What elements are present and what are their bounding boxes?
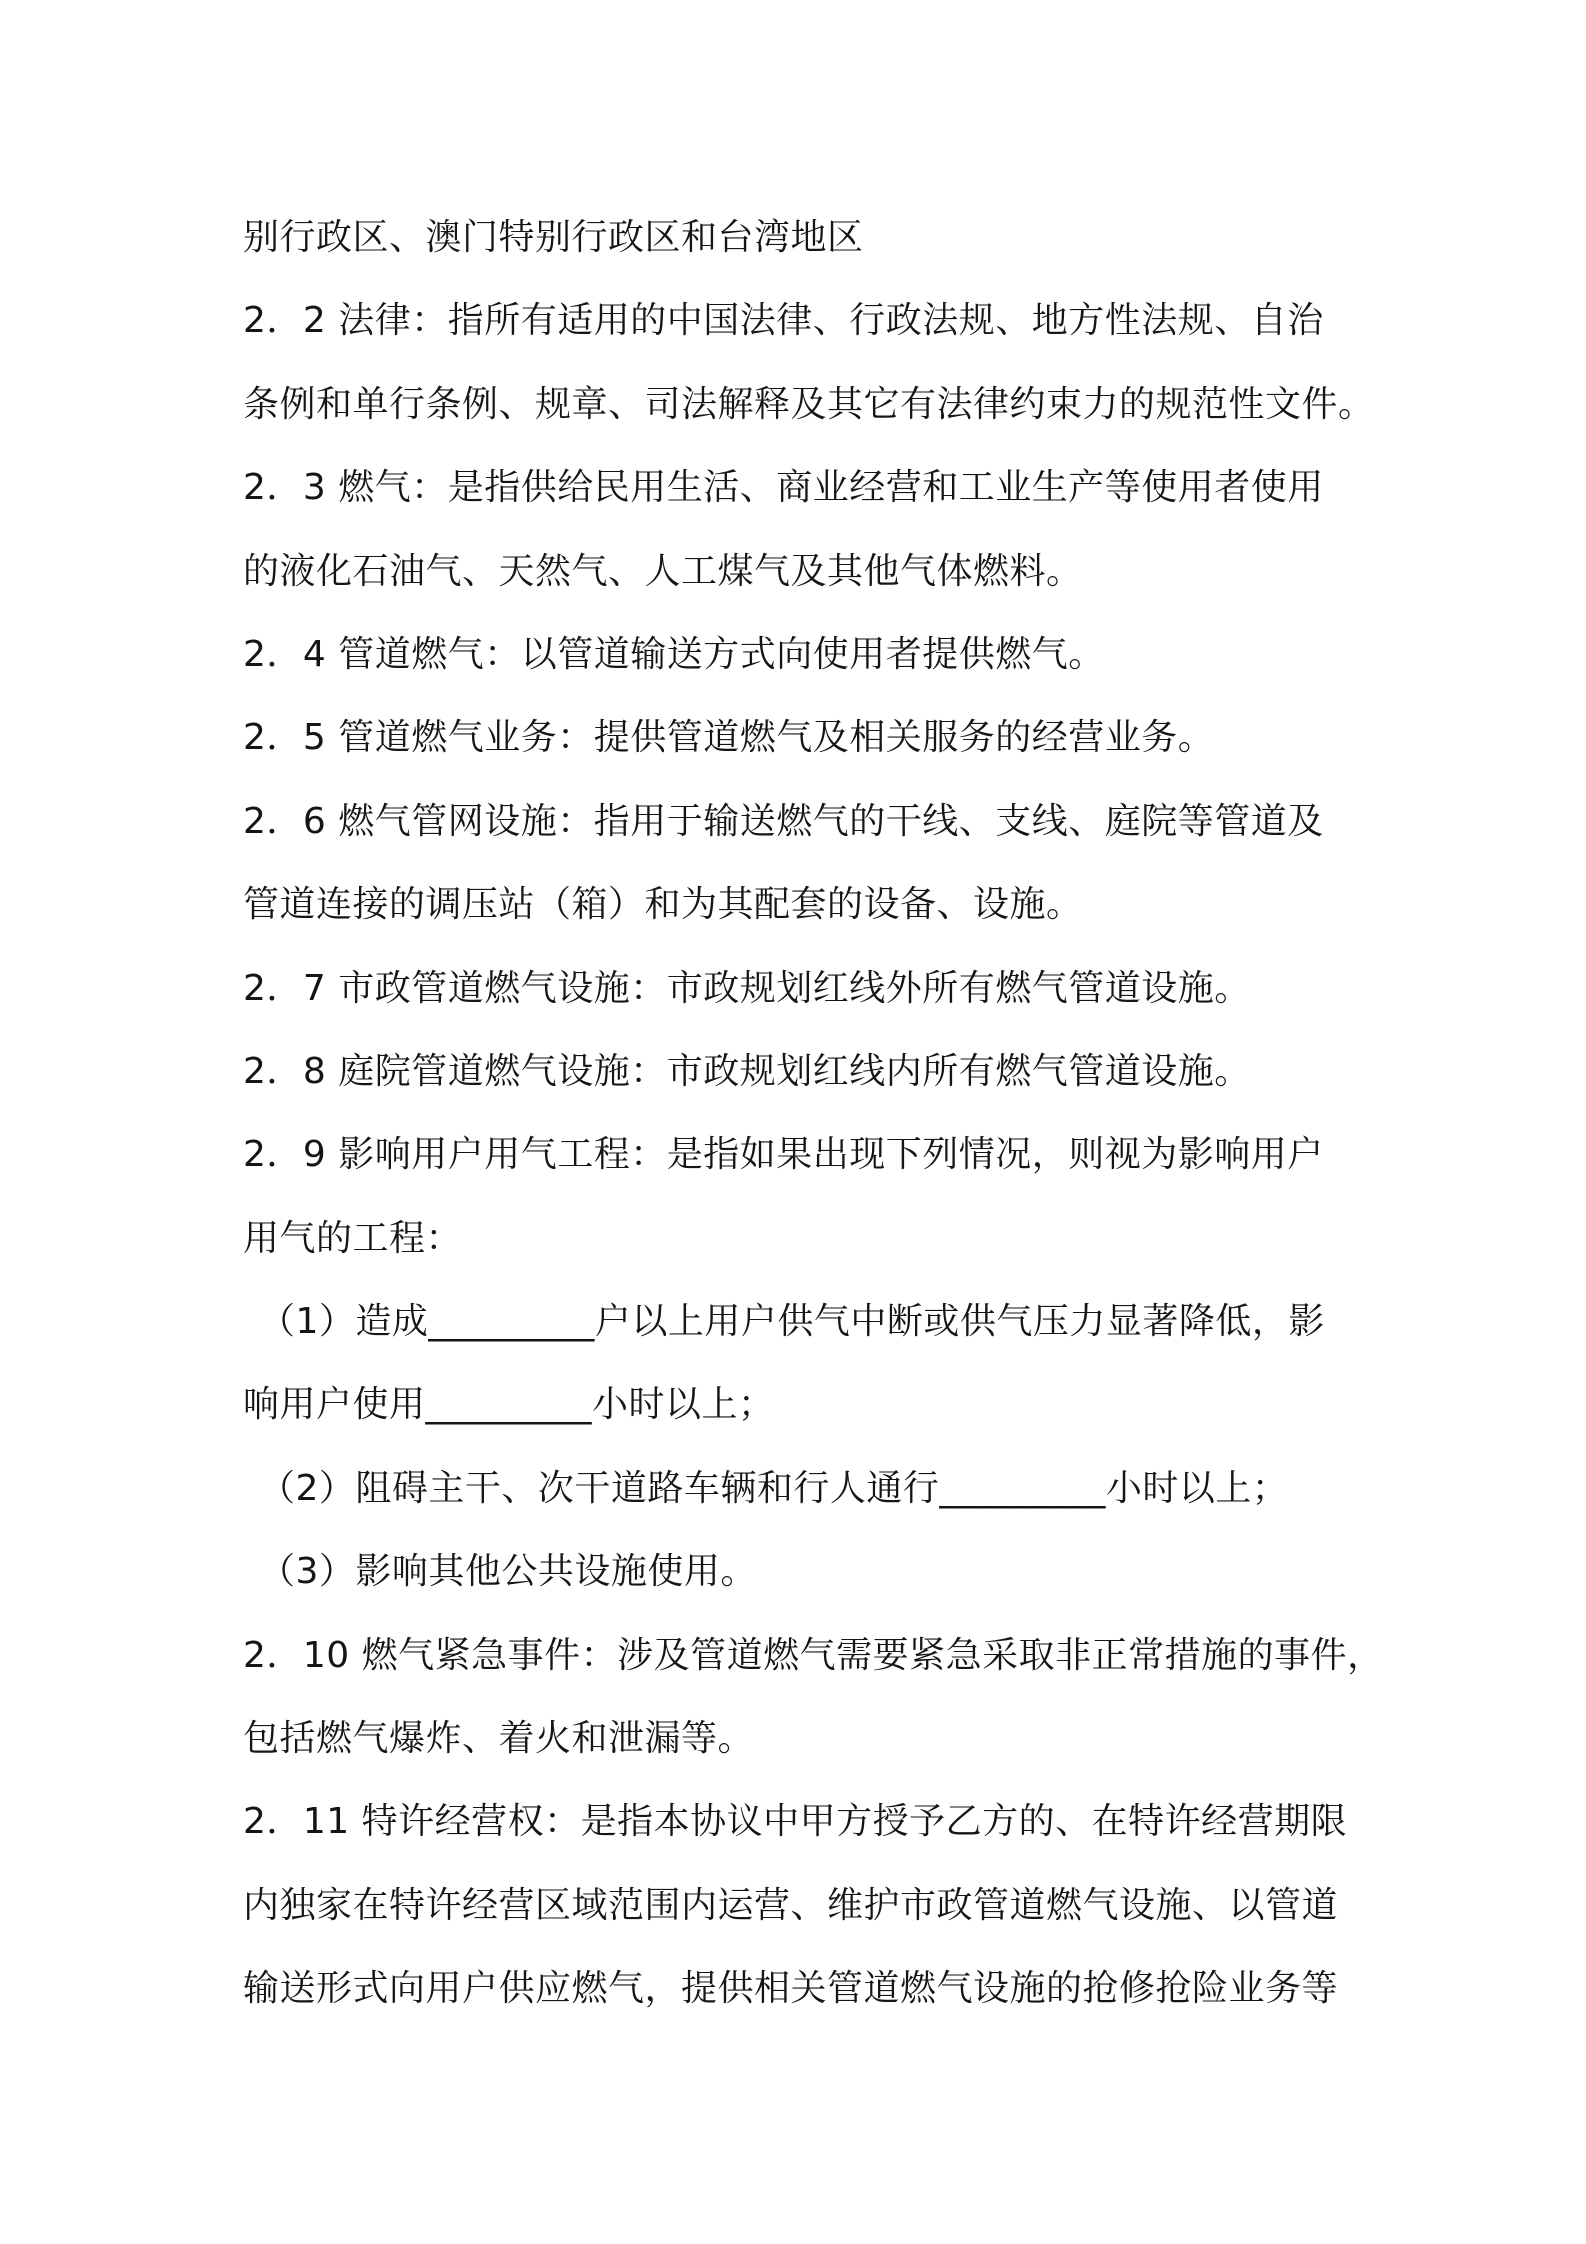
text-line: 的液化石油气、天然气、人工煤气及其他气体燃料。 [243, 550, 1083, 592]
text-line: （1）造成_________户以上用户供气中断或供气压力显著降低，影 [259, 1301, 1325, 1343]
text-line: 条例和单行条例、规章、司法解释及其它有法律约束力的规范性文件。 [243, 383, 1375, 425]
text-line: 2．3 燃气：是指供给民用生活、商业经营和工业生产等使用者使用 [243, 467, 1324, 509]
text-line: 2．8 庭院管道燃气设施：市政规划红线内所有燃气管道设施。 [243, 1050, 1251, 1092]
text-line: 2．7 市政管道燃气设施：市政规划红线外所有燃气管道设施。 [243, 967, 1251, 1009]
text-line: 2．5 管道燃气业务：提供管道燃气及相关服务的经营业务。 [243, 717, 1215, 759]
text-line: 别行政区、澳门特别行政区和台湾地区 [243, 217, 864, 258]
text-line: 响用户使用_________小时以上； [243, 1384, 775, 1426]
text-line: 管道连接的调压站（箱）和为其配套的设备、设施。 [243, 884, 1083, 926]
text-line: 用气的工程： [243, 1217, 463, 1259]
text-line: 2．4 管道燃气：以管道输送方式向使用者提供燃气。 [243, 633, 1105, 675]
text-line: （2）阻碍主干、次干道路车辆和行人通行_________小时以上； [259, 1467, 1289, 1509]
text-line: 内独家在特许经营区域范围内运营、维护市政管道燃气设施、以管道 [243, 1884, 1339, 1926]
text-line: 输送形式向用户供应燃气，提供相关管道燃气设施的抢修抢险业务等 [243, 1968, 1339, 2010]
text-line: 包括燃气爆炸、着火和泄漏等。 [243, 1718, 755, 1760]
text-line: 2．6 燃气管网设施：指用于输送燃气的干线、支线、庭院等管道及 [243, 800, 1324, 842]
text-line: 2．9 影响用户用气工程：是指如果出现下列情况，则视为影响用户 [243, 1134, 1324, 1176]
text-line: 2．10 燃气紧急事件：涉及管道燃气需要紧急采取非正常措施的事件， [243, 1634, 1384, 1676]
text-line: 2．11 特许经营权：是指本协议中甲方授予乙方的、在特许经营期限 [243, 1801, 1348, 1843]
text-line: 2．2 法律：指所有适用的中国法律、行政法规、地方性法规、自治 [243, 300, 1324, 342]
text-line: （3）影响其他公共设施使用。 [259, 1551, 757, 1593]
document-body [243, 196, 1384, 2031]
